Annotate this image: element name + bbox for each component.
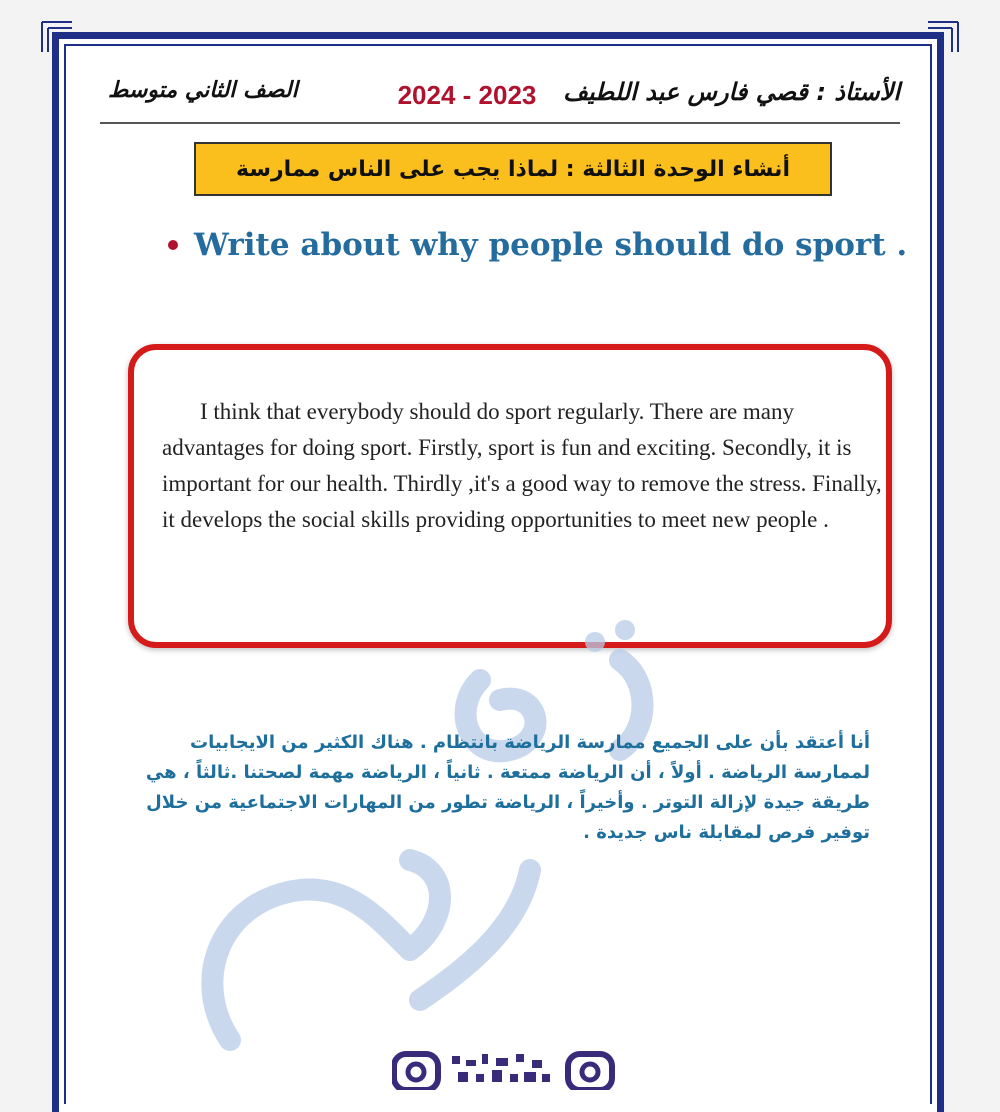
class-label: الصف الثاني متوسط <box>108 78 298 103</box>
arabic-translation: أنا أعتقد بأن على الجميع ممارسة الرياضة بانتظام . هناك الكثير من الايجابيات لممارسة الرياضة . أولاً ، أن الرياضة ممتعة . ثانياً ، الرياضة مهمة لصحتنا .ثالثاً ، هي طريقة جيدة لإزالة التوتر . وأخيراً ، الرياضة تطور من المهارات الاجتماعية من خلال توفير فرص لمقابلة ناس جديدة . <box>145 732 870 843</box>
unit-title-box <box>194 142 832 196</box>
bullet-icon <box>168 240 178 250</box>
unit-title: أنشاء الوحدة الثالثة : لماذا يجب على الناس ممارسة <box>236 156 790 182</box>
header <box>100 74 900 118</box>
teacher-name: الأستاذ : قصي فارس عبد اللطيف <box>563 78 900 106</box>
writing-task <box>168 222 908 268</box>
school-year: 2024 - 2023 <box>397 80 537 110</box>
english-answer-box <box>128 344 892 648</box>
social-links-strip <box>392 1050 622 1090</box>
corner-ornament-top-left <box>40 20 74 54</box>
task-prompt: Write about why people should do sport . <box>194 227 908 263</box>
english-answer-text: I think that everybody should do sport regularly. There are many advantages for doing sport. Firstly, sport is fun and exciting. Secondly, it is important for our health. Thirdly ,it's a good way to remove the stress. Finally, it develops the social skills providing opportunities to meet new people . <box>162 399 882 532</box>
corner-ornament-top-right <box>926 20 960 54</box>
header-divider <box>100 122 900 124</box>
